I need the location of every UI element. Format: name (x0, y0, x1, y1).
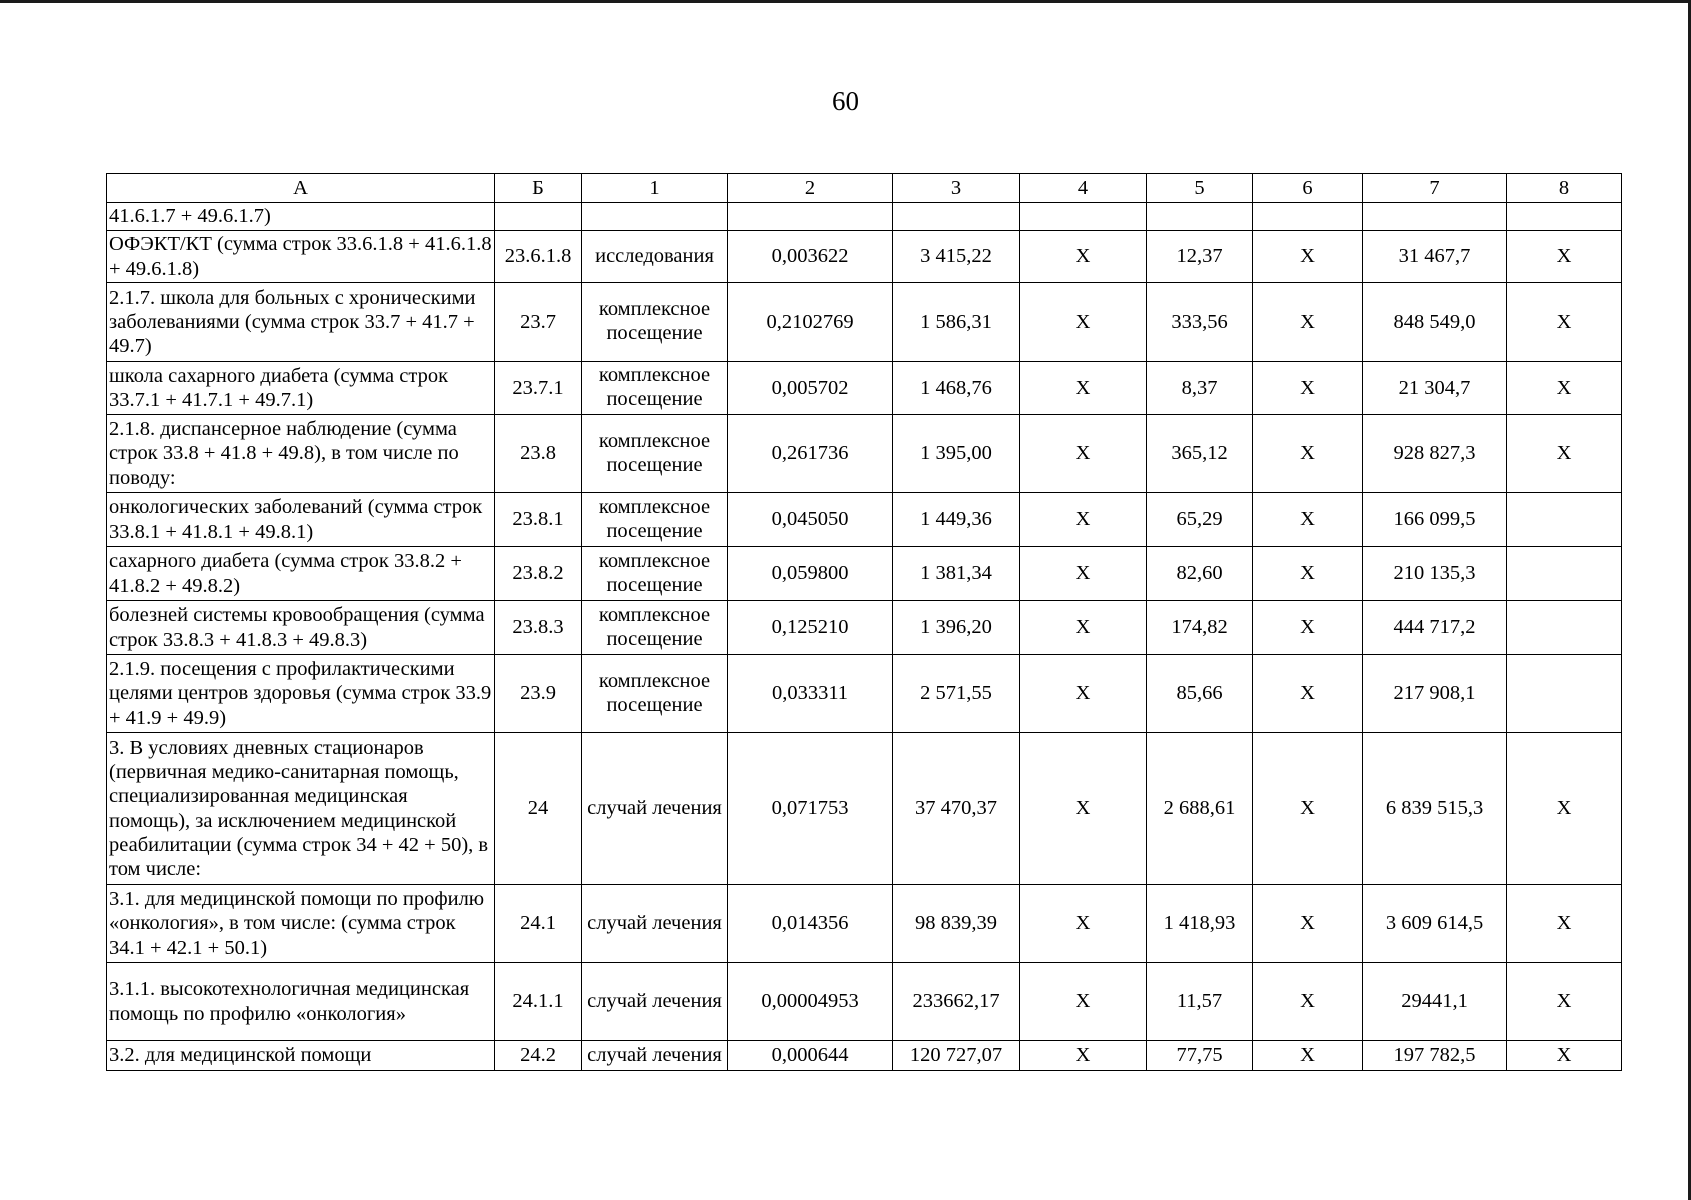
row-name: 41.6.1.7 + 49.6.1.7) (107, 203, 495, 231)
row-code: 23.9 (495, 655, 582, 733)
cell-col4: Х (1020, 885, 1147, 963)
row-unit: комплексное посещение (582, 493, 728, 547)
cell-col6: Х (1253, 493, 1363, 547)
column-header: Б (495, 174, 582, 203)
column-header: А (107, 174, 495, 203)
cell-col5: 2 688,61 (1147, 733, 1253, 885)
cell-col4: Х (1020, 1041, 1147, 1071)
table-row (107, 655, 1622, 733)
cell-col4: Х (1020, 963, 1147, 1041)
cell-col6: Х (1253, 231, 1363, 283)
row-unit: исследования (582, 231, 728, 283)
column-header: 7 (1363, 174, 1507, 203)
cell-col5: 174,82 (1147, 601, 1253, 655)
cell-col2: 0,045050 (728, 493, 893, 547)
cell-col5: 77,75 (1147, 1041, 1253, 1071)
page-number: 60 (832, 86, 859, 116)
cell-col7 (1363, 203, 1507, 231)
column-header: 5 (1147, 174, 1253, 203)
cell-col8: Х (1507, 415, 1622, 493)
row-name: ОФЭКТ/КТ (сумма строк 33.6.1.8 + 41.6.1.8 + 49.6.1.8) (107, 231, 495, 283)
cell-col3: 120 727,07 (893, 1041, 1020, 1071)
row-unit: комплексное посещение (582, 415, 728, 493)
cell-col2: 0,00004953 (728, 963, 893, 1041)
cell-col3: 1 396,20 (893, 601, 1020, 655)
cell-col5: 82,60 (1147, 547, 1253, 601)
row-code: 23.8 (495, 415, 582, 493)
cell-col7: 848 549,0 (1363, 283, 1507, 362)
cell-col2: 0,125210 (728, 601, 893, 655)
cell-col3: 1 449,36 (893, 493, 1020, 547)
cell-col4: Х (1020, 655, 1147, 733)
row-code: 23.6.1.8 (495, 231, 582, 283)
cell-col2: 0,2102769 (728, 283, 893, 362)
cell-col7: 197 782,5 (1363, 1041, 1507, 1071)
row-code: 23.7.1 (495, 362, 582, 415)
cell-col7: 217 908,1 (1363, 655, 1507, 733)
cell-col3 (893, 203, 1020, 231)
cell-col3: 1 381,34 (893, 547, 1020, 601)
cell-col4: Х (1020, 415, 1147, 493)
cell-col2: 0,261736 (728, 415, 893, 493)
cell-col3: 3 415,22 (893, 231, 1020, 283)
cell-col5: 365,12 (1147, 415, 1253, 493)
table-row (107, 203, 1622, 231)
row-name: 3. В условиях дневных стационаров (первичная медико-санитарная помощь, специализированная медицинская помощь), за исключением медицинской реабилитации (сумма строк 34 + 42 + 50), в том числе: (107, 733, 495, 885)
scan-border-top (0, 0, 1691, 3)
cell-col6: Х (1253, 733, 1363, 885)
cell-col5: 12,37 (1147, 231, 1253, 283)
row-unit: комплексное посещение (582, 283, 728, 362)
row-unit: случай лечения (582, 733, 728, 885)
table-row (107, 547, 1622, 601)
cell-col3: 1 395,00 (893, 415, 1020, 493)
row-name: болезней системы кровообращения (сумма строк 33.8.3 + 41.8.3 + 49.8.3) (107, 601, 495, 655)
row-name: сахарного диабета (сумма строк 33.8.2 + 41.8.2 + 49.8.2) (107, 547, 495, 601)
row-code: 24.1 (495, 885, 582, 963)
table-row (107, 885, 1622, 963)
cell-col8 (1507, 493, 1622, 547)
cell-col6: Х (1253, 655, 1363, 733)
cell-col7: 3 609 614,5 (1363, 885, 1507, 963)
cell-col6: Х (1253, 1041, 1363, 1071)
row-name: онкологических заболеваний (сумма строк 33.8.1 + 41.8.1 + 49.8.1) (107, 493, 495, 547)
cell-col4: Х (1020, 733, 1147, 885)
cell-col4: Х (1020, 493, 1147, 547)
row-unit: случай лечения (582, 885, 728, 963)
table-row (107, 1041, 1622, 1071)
cell-col4: Х (1020, 601, 1147, 655)
cell-col4: Х (1020, 362, 1147, 415)
cell-col7: 21 304,7 (1363, 362, 1507, 415)
row-unit: комплексное посещение (582, 655, 728, 733)
cell-col8 (1507, 547, 1622, 601)
cell-col7: 166 099,5 (1363, 493, 1507, 547)
row-code: 23.7 (495, 283, 582, 362)
cell-col5: 333,56 (1147, 283, 1253, 362)
column-header: 1 (582, 174, 728, 203)
column-header: 8 (1507, 174, 1622, 203)
cell-col8 (1507, 655, 1622, 733)
cell-col6: Х (1253, 885, 1363, 963)
row-unit: случай лечения (582, 1041, 728, 1071)
cell-col6: Х (1253, 963, 1363, 1041)
cell-col5: 1 418,93 (1147, 885, 1253, 963)
cell-col3: 98 839,39 (893, 885, 1020, 963)
row-unit: комплексное посещение (582, 547, 728, 601)
cell-col3: 37 470,37 (893, 733, 1020, 885)
data-table (106, 173, 1622, 1071)
row-code: 24.1.1 (495, 963, 582, 1041)
column-header: 4 (1020, 174, 1147, 203)
row-code (495, 203, 582, 231)
cell-col7: 29441,1 (1363, 963, 1507, 1041)
row-code: 23.8.1 (495, 493, 582, 547)
row-name: 2.1.7. школа для больных с хроническими заболеваниями (сумма строк 33.7 + 41.7 + 49.7) (107, 283, 495, 362)
cell-col3: 2 571,55 (893, 655, 1020, 733)
cell-col2: 0,005702 (728, 362, 893, 415)
cell-col7: 31 467,7 (1363, 231, 1507, 283)
cell-col6: Х (1253, 283, 1363, 362)
cell-col2 (728, 203, 893, 231)
table-row (107, 601, 1622, 655)
row-name: 3.1.1. высокотехнологичная медицинская помощь по профилю «онкология» (107, 963, 495, 1041)
cell-col8: Х (1507, 362, 1622, 415)
cell-col6: Х (1253, 362, 1363, 415)
column-header: 6 (1253, 174, 1363, 203)
cell-col3: 1 468,76 (893, 362, 1020, 415)
cell-col8 (1507, 203, 1622, 231)
table-row (107, 415, 1622, 493)
row-name: 3.1. для медицинской помощи по профилю «онкология», в том числе: (сумма строк 34.1 + 42.1 + 50.1) (107, 885, 495, 963)
cell-col4: Х (1020, 283, 1147, 362)
row-unit: комплексное посещение (582, 601, 728, 655)
cell-col7: 444 717,2 (1363, 601, 1507, 655)
cell-col7: 928 827,3 (1363, 415, 1507, 493)
cell-col8: Х (1507, 283, 1622, 362)
cell-col6 (1253, 203, 1363, 231)
table-row (107, 231, 1622, 283)
row-unit (582, 203, 728, 231)
cell-col6: Х (1253, 415, 1363, 493)
cell-col3: 233662,17 (893, 963, 1020, 1041)
row-name: 3.2. для медицинской помощи (107, 1041, 495, 1071)
row-unit: комплексное посещение (582, 362, 728, 415)
cell-col5: 65,29 (1147, 493, 1253, 547)
column-header: 3 (893, 174, 1020, 203)
row-unit: случай лечения (582, 963, 728, 1041)
cell-col5 (1147, 203, 1253, 231)
cell-col2: 0,003622 (728, 231, 893, 283)
cell-col8: Х (1507, 885, 1622, 963)
cell-col8: Х (1507, 733, 1622, 885)
row-name: 2.1.9. посещения с профилактическими целями центров здоровья (сумма строк 33.9 + 41.9 + 49.9) (107, 655, 495, 733)
cell-col5: 8,37 (1147, 362, 1253, 415)
cell-col8: Х (1507, 1041, 1622, 1071)
cell-col5: 11,57 (1147, 963, 1253, 1041)
row-name: 2.1.8. диспансерное наблюдение (сумма строк 33.8 + 41.8 + 49.8), в том числе по поводу: (107, 415, 495, 493)
cell-col6: Х (1253, 547, 1363, 601)
cell-col7: 6 839 515,3 (1363, 733, 1507, 885)
table-row (107, 283, 1622, 362)
row-name: школа сахарного диабета (сумма строк 33.7.1 + 41.7.1 + 49.7.1) (107, 362, 495, 415)
cell-col2: 0,014356 (728, 885, 893, 963)
cell-col8 (1507, 601, 1622, 655)
row-code: 23.8.2 (495, 547, 582, 601)
cell-col2: 0,059800 (728, 547, 893, 601)
row-code: 24.2 (495, 1041, 582, 1071)
cell-col4: Х (1020, 231, 1147, 283)
cell-col8: Х (1507, 231, 1622, 283)
table-row (107, 362, 1622, 415)
table-row (107, 733, 1622, 885)
cell-col2: 0,000644 (728, 1041, 893, 1071)
cell-col7: 210 135,3 (1363, 547, 1507, 601)
table-header-row (107, 174, 1622, 203)
cell-col8: Х (1507, 963, 1622, 1041)
cell-col5: 85,66 (1147, 655, 1253, 733)
cell-col4: Х (1020, 547, 1147, 601)
row-code: 23.8.3 (495, 601, 582, 655)
cell-col4 (1020, 203, 1147, 231)
cell-col2: 0,033311 (728, 655, 893, 733)
cell-col2: 0,071753 (728, 733, 893, 885)
row-code: 24 (495, 733, 582, 885)
table-row (107, 963, 1622, 1041)
cell-col3: 1 586,31 (893, 283, 1020, 362)
cell-col6: Х (1253, 601, 1363, 655)
table-row (107, 493, 1622, 547)
column-header: 2 (728, 174, 893, 203)
